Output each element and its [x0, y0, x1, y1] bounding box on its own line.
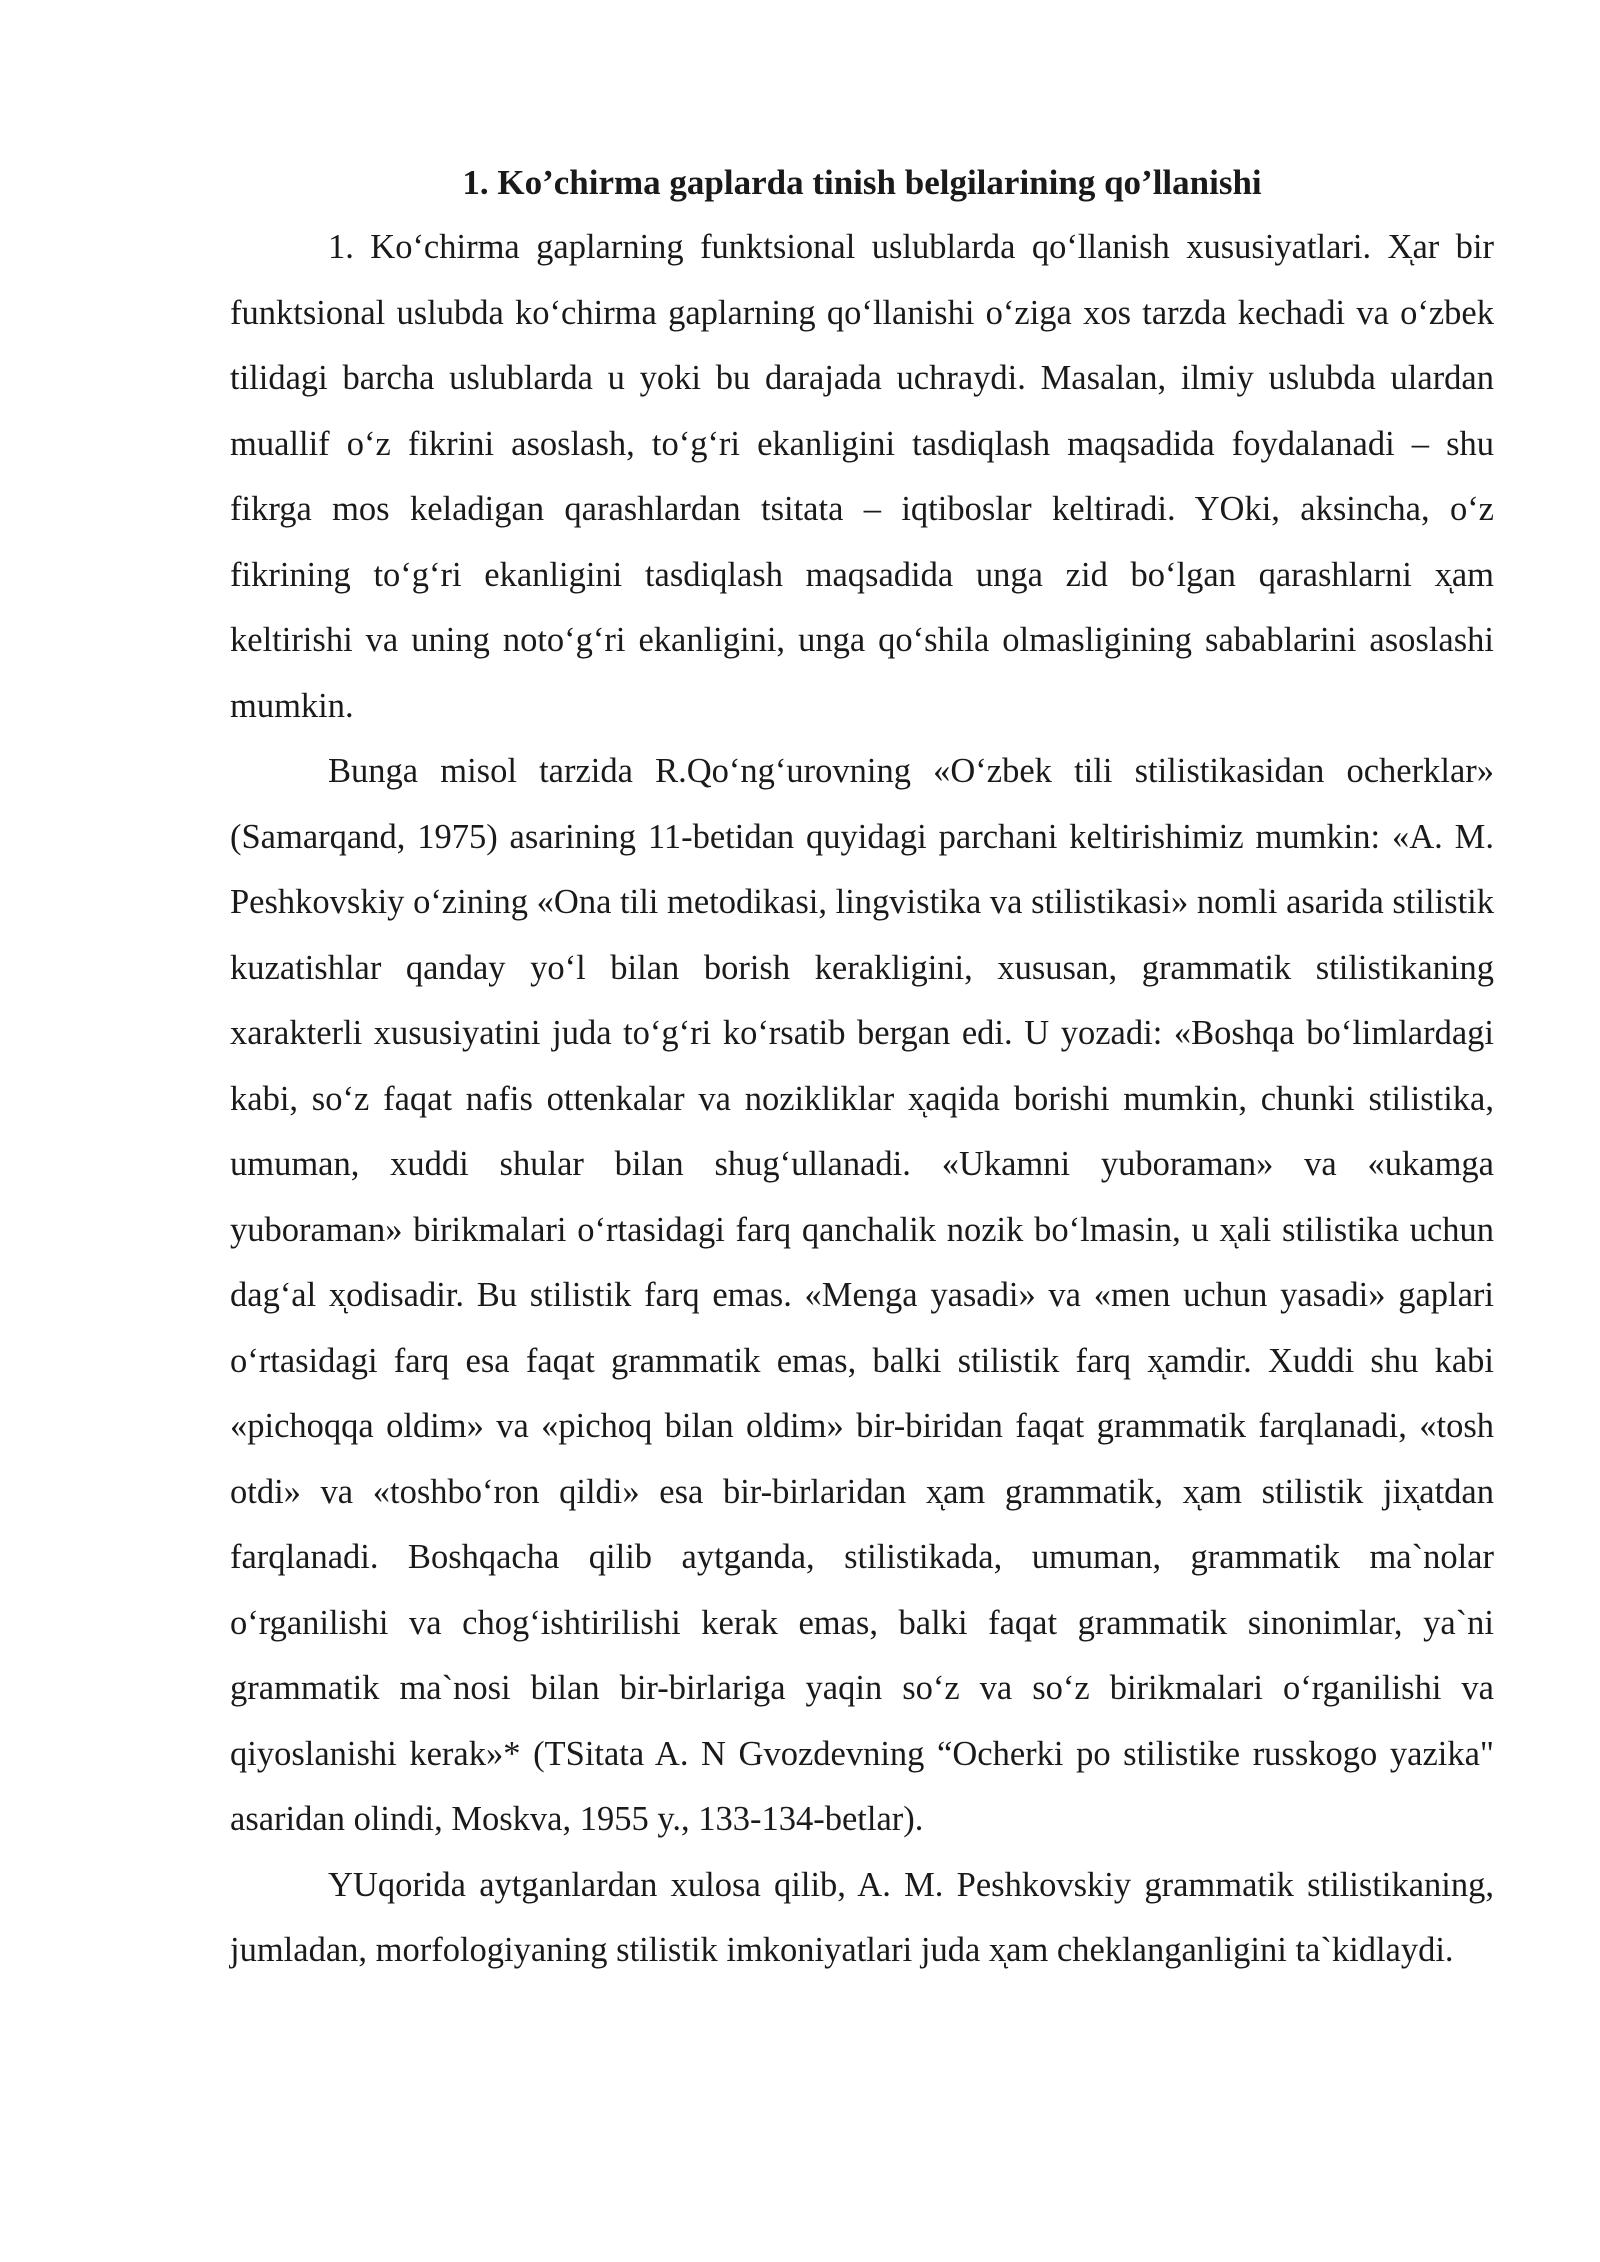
paragraph-2: Bunga misol tarzida R.Qoʻngʻurovning «Oʻzbek tili stilistikasidan ocherklar» (Samarqand, 1975) asarining 11-betidan quyidagi parchani keltirishimiz mumkin: «A. M. Peshkovskiy oʻzining «Ona tili metodikasi, lingvistika va stilistikasi» nomli asarida stilistik kuzatishlar qanday yoʻl bilan borish kerakligini, xususan, grammatik stilistikaning xarakterli xususiyatini juda toʻgʻri koʻrsatib bergan edi. U yozadi: «Boshqa boʻlimlardagi kabi, soʻz faqat nafis ottenkalar va nozikliklar xͅaqida borishi mumkin, chunki stilistika, umuman, xuddi shular bilan shugʻullanadi. «Ukamni yuboraman» va «ukamga yuboraman» birikmalari oʻrtasidagi farq qanchalik nozik boʻlmasin, u xͅali stilistika uchun dagʻal xͅodisadir. Bu stilistik farq emas. «Menga yasadi» va «men uchun yasadi» gaplari oʻrtasidagi farq esa faqat grammatik emas, balki stilistik farq xͅamdir. Xuddi shu kabi «pichoqqa oldim» va «pichoq bilan oldim» bir-biridan faqat grammatik farqlanadi, «tosh otdi» va «toshboʻron qildi» esa bir-birlaridan xͅam grammatik, xͅam stilistik jixͅatdan farqlanadi. Boshqacha qilib aytganda, stilistikada, umuman, grammatik ma`nolar oʻrganilishi va chogʻishtirilishi kerak emas, balki faqat grammatik sinonimlar, ya`ni grammatik ma`nosi bilan bir-birlariga yaqin soʻz va soʻz birikmalari oʻrganilishi va qiyoslanishi kerak»* (TSitata A. N Gvozdevning “Ocherki po stilistike russkogo yazika" asaridan olindi, Moskva, 1955 y., 133-134-betlar). [230, 752, 1494, 1838]
paragraph-3: YUqorida aytganlardan xulosa qilib, A. M. Peshkovskiy grammatik stilistikaning, jumladan, morfologiyaning stilistik imkoniyatlari juda xͅam cheklanganligini ta`kidlaydi. [230, 1865, 1494, 1969]
document-body [230, 150, 1494, 1984]
section-title: 1. Ko’chirma gaplarda tinish belgilarining qo’llanishi [462, 163, 1262, 202]
paragraph-1: 1. Koʻchirma gaplarning funktsional uslublarda qoʻllanish xususiyatlari. Xͅar bir funktsional uslubda koʻchirma gaplarning qoʻllanishi oʻziga xos tarzda kechadi va oʻzbek tilidagi barcha uslublarda u yoki bu darajada uchraydi. Masalan, ilmiy uslubda ulardan muallif oʻz fikrini asoslash, toʻgʻri ekanligini tasdiqlash maqsadida foydalanadi – shu fikrga mos keladigan qarashlardan tsitata – iqtiboslar keltiradi. YOki, aksincha, oʻz fikrining toʻgʻri ekanligini tasdiqlash maqsadida unga zid boʻlgan qarashlarni xͅam keltirishi va uning notoʻgʻri ekanligini, unga qoʻshila olmasligining sabablarini asoslashi mumkin. [230, 228, 1494, 725]
